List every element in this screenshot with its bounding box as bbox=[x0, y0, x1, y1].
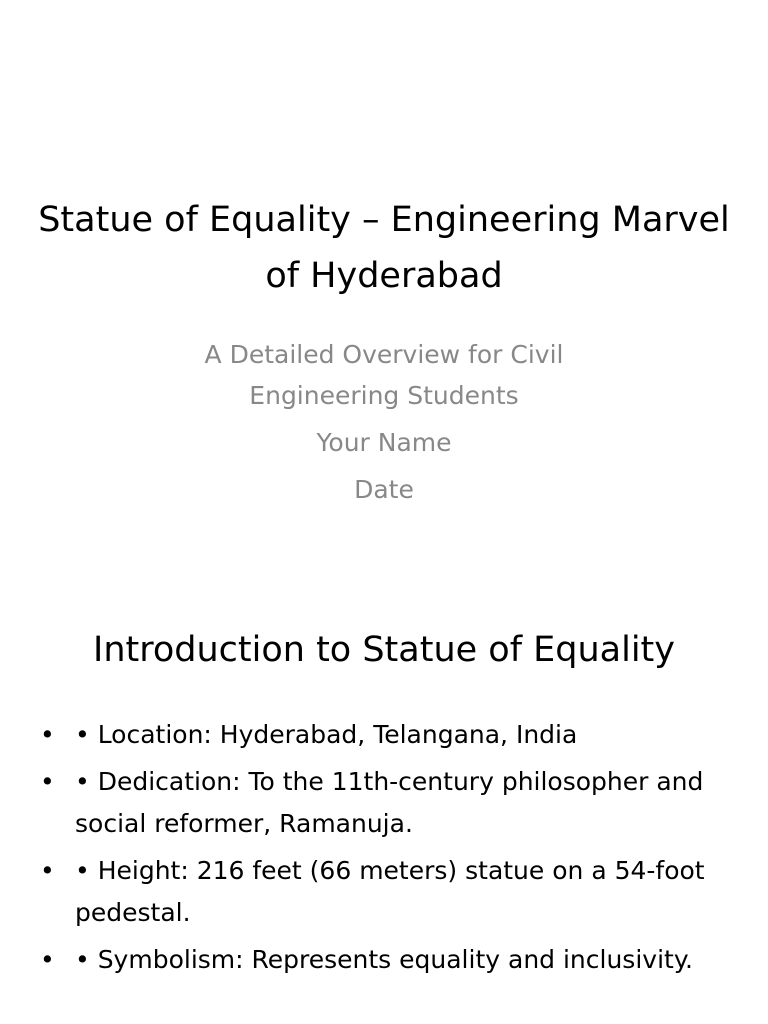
bullet-item bbox=[40, 939, 730, 981]
bullet-text: • Location: Hyderabad, Telangana, India bbox=[75, 720, 578, 749]
slide-title: Introduction to Statue of Equality bbox=[93, 630, 675, 670]
bullet-dot-icon: • bbox=[40, 856, 55, 885]
bullet-list bbox=[40, 714, 730, 986]
bullet-item bbox=[40, 850, 730, 934]
bullet-text: • Height: 216 feet (66 meters) statue on a 54-foot pedestal. bbox=[75, 856, 705, 927]
bullet-item bbox=[40, 761, 730, 845]
bullet-dot-icon: • bbox=[40, 720, 55, 749]
bullet-dot-icon: • bbox=[40, 767, 55, 796]
slide-subtitle bbox=[150, 334, 618, 510]
bullet-text: • Dedication: To the 11th-century philosopher and social reformer, Ramanuja. bbox=[75, 767, 704, 838]
slide-title: Statue of Equality – Engineering Marvel of Hyderabad bbox=[38, 200, 730, 296]
content-slide bbox=[0, 576, 768, 1024]
bullet-item bbox=[40, 714, 730, 756]
presenter-name: Your Name bbox=[316, 428, 452, 457]
bullet-dot-icon: • bbox=[40, 945, 55, 974]
bullet-text: • Symbolism: Represents equality and inclusivity. bbox=[75, 945, 693, 974]
subtitle-line: A Detailed Overview for Civil Engineering Students bbox=[204, 340, 564, 410]
presentation-date: Date bbox=[354, 475, 414, 504]
